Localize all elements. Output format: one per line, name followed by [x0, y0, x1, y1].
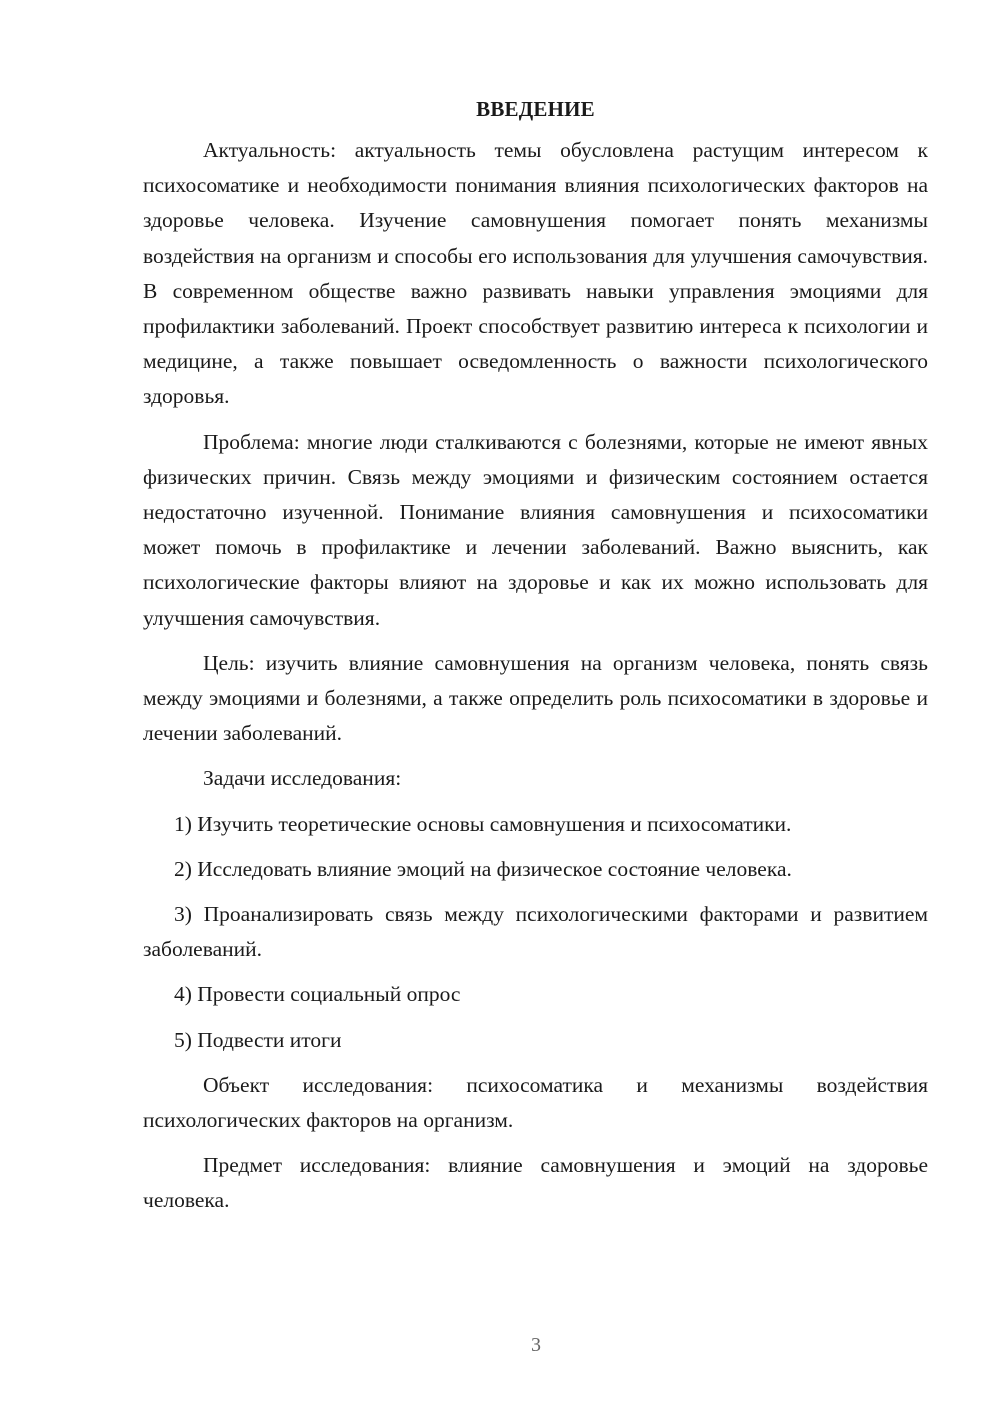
relevance-paragraph: Актуальность: актуальность темы обусловлена растущим интересом к психосоматике и необходимости понимания влияния психологических факторов на здоровье человека. Изучение самовнушения помогает понять механизмы воздействия на организм и способы его использования для улучшения самочувствия. В современном обществе важно развивать навыки управления эмоциями для профилактики заболеваний. Проект способствует развитию интереса к психологии и медицине, а также повышает осведомленность о важности психологического здоровья. [143, 138, 928, 409]
goal-paragraph: Цель: изучить влияние самовнушения на организм человека, понять связь между эмоциями и болезнями, а также определить роль психосоматики в здоровье и лечении заболеваний. [143, 650, 928, 746]
problem-paragraph: Проблема: многие люди сталкиваются с болезнями, которые не имеют явных физических причин. Связь между эмоциями и физическим состоянием остается недостаточно изученной. Понимание влияния самовнушения и психосоматики может помочь в профилактике и лечении заболеваний. Важно выяснить, как психологические факторы влияют на здоровье и как их можно использовать для улучшения самочувствия. [143, 429, 928, 630]
task-item-3: 3) Проанализировать связь между психологическими факторами и развитием заболеваний. [143, 902, 928, 962]
research-object-paragraph: Объект исследования: психосоматика и механизмы воздействия психологических факторов на организм. [143, 1072, 928, 1133]
page-number: 3 [531, 1334, 541, 1356]
tasks-heading: Задачи исследования: [203, 766, 402, 791]
section-heading: ВВЕДЕНИЕ [476, 97, 595, 121]
page-content [143, 92, 928, 1219]
task-item-2: 2) Исследовать влияние эмоций на физическое состояние человека. [174, 856, 792, 881]
research-subject-paragraph: Предмет исследования: влияние самовнушения и эмоций на здоровье человека. [143, 1153, 928, 1213]
task-item-5: 5) Подвести итоги [174, 1027, 342, 1052]
task-item-4: 4) Провести социальный опрос [174, 982, 461, 1007]
task-item-1: 1) Изучить теоретические основы самовнушения и психосоматики. [174, 811, 792, 836]
